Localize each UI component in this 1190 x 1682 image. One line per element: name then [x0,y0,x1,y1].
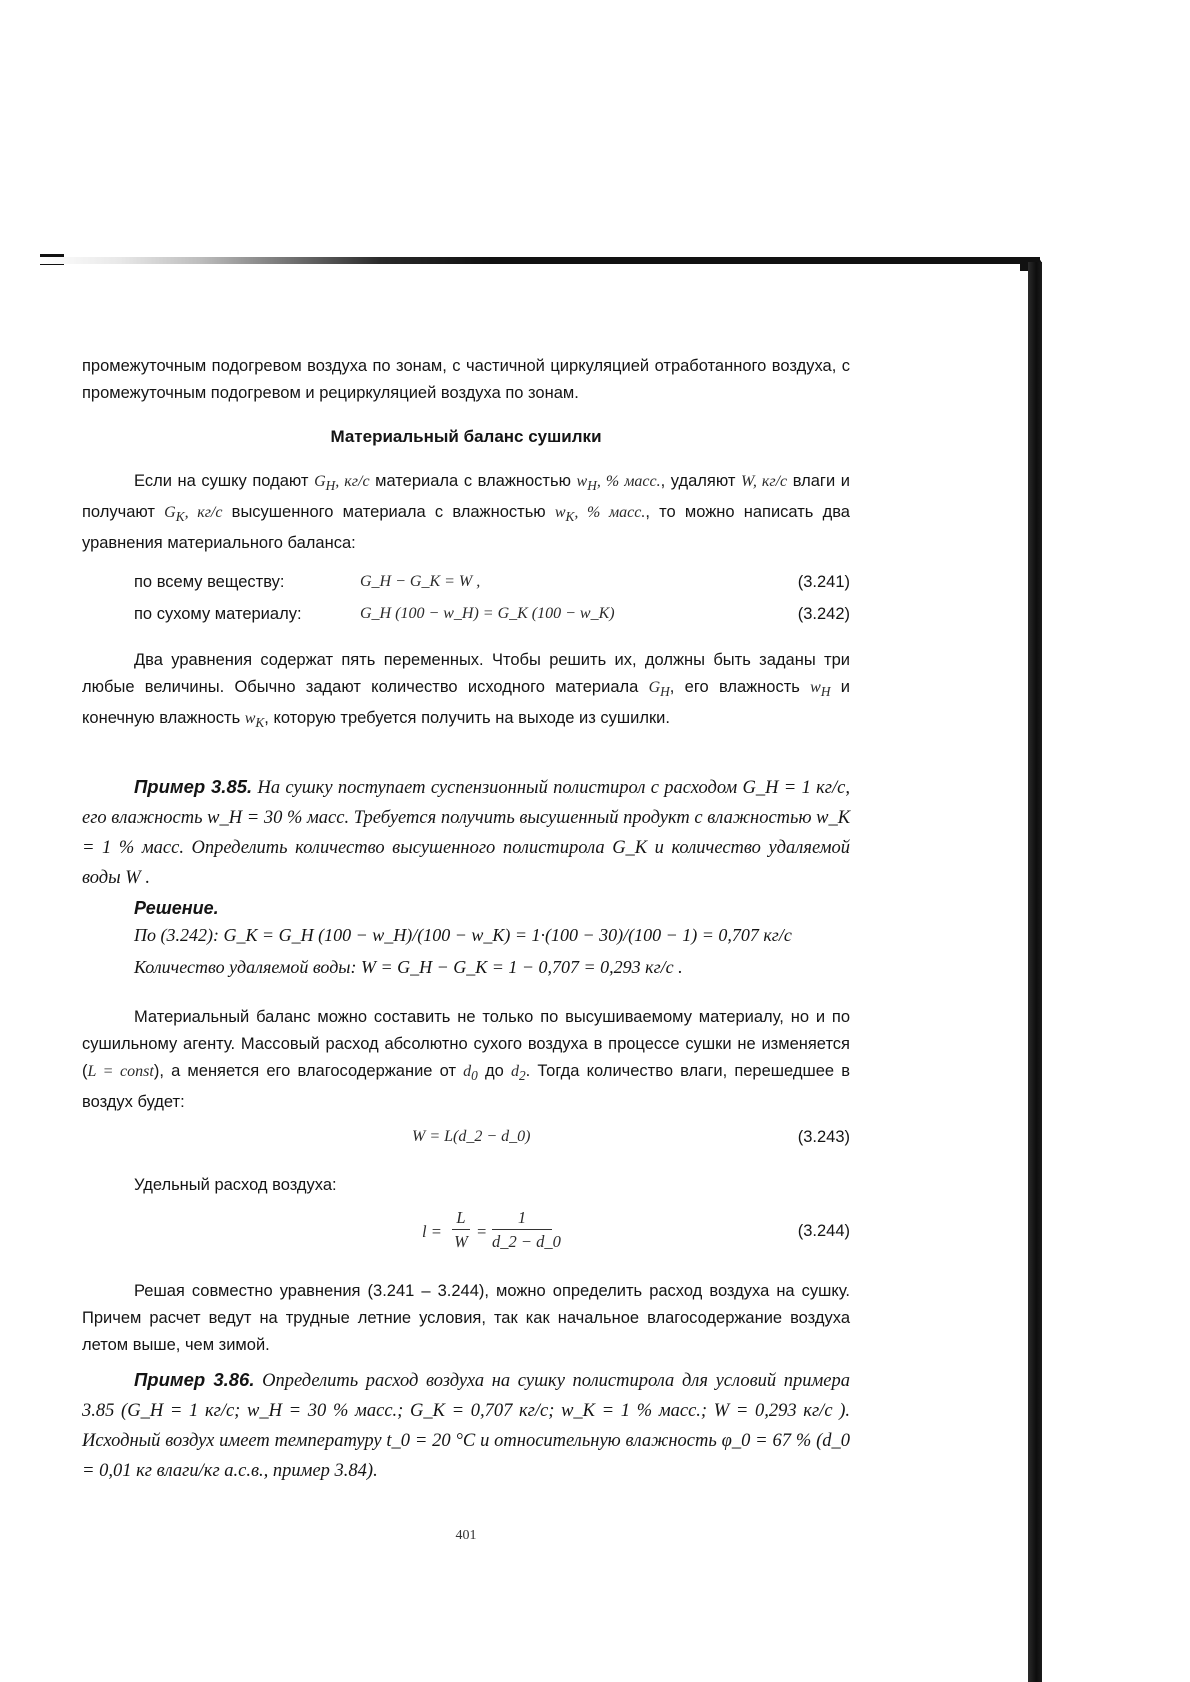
paragraph-solving: Решая совместно уравнения (3.241 – 3.244), можно определить расход воздуха на сушку. Причем расчет ведут на трудные летние условия, так как начальное влагосодержание воздуха летом выше, чем зимой. [82,1282,850,1354]
equation-3-243: W = L(d_2 − d_0) (3.243) [412,1128,850,1146]
scan-right-edge [1028,262,1042,1682]
section-heading: Материальный баланс сушилки [330,427,602,446]
solution-heading: Решение. [134,898,219,918]
solution-line-2: Количество удаляемой воды: W = G_Н − G_К = 1 − 0,707 = 0,293 кг/с . [134,957,683,977]
example-3-86: Пример 3.86. Определить расход воздуха на сушку полистирола для условий примера 3.85 (G_Н = 1 кг/с; w_Н = 30 % масс.; G_К = 0,707 кг/с; w_К = 1 % масс.; W = 0,293 кг/с ). Исходный воздух имеет температуру t_0 = 20 °C и относительную влажность φ_0 = 67 % (d_0 = 0,01 кг влаги/кг а.с.в., пример 3.84). [82,1369,850,1481]
solution-line-1: По (3.242): G_К = G_Н (100 − w_Н)/(100 − w_К) = 1·(100 − 30)/(100 − 1) = 0,707 кг/с [134,925,792,945]
paragraph-air-balance: Материальный баланс можно составить не только по высушиваемому материалу, но и по сушильному агенту. Массовый расход абсолютно сухого воздуха в процессе сушки не изменяется (L = const), а меняется его влагосодержание от $d_0$ до $d_2$. Тогда количество влаги, перешедшее в воздух будет: [82,1008,850,1112]
document-page: промежуточным подогревом воздуха по зонам, с частичной циркуляцией отработанного воздуха, с промежуточным подогревом и рециркуляцией воздуха по зонам. Материальный баланс сушилки Если на сушку подают $G_Н$, кг/с материала с влажностью $w_Н$, % масс., удаляют W, кг/с влаги и получают $G_К$, кг/с высушенного материала с влажностью $w_К$, % масс., то можно написать два уравнения материального баланса: по всему веществу: G_Н − G_К = W , (3.241) по сухому материалу: G_Н (100 − w_Н) = G_К (100 − w_К) (3.242) Два уравнения содержат пять переменных. Чтобы решить их, должны быть заданы три любые величины. Обычно задают количество исходного материала $G_Н$, его влажность $w_Н$ и конечную влажность $w_К$, которую требуется получить на выходе из сушилки. Пример 3.85. На сушку поступает суспензионный полистирол с расходом G_Н = 1 кг/с, его влажность w_Н = 30 % масс. Требуется получить высушенный продукт с влажностью w_К = 1 % масс. Определить количество высушенного полистирола G_К и количество удаляемой воды W . Решение. По (3.242): G_К = G_Н (100 − w_Н)/(100 − w_К) = 1·(100 − 30)/(100 − 1) = 0,707 кг/с Количество удаляемой воды: W = G_Н − G_К = 1 − 0,707 = 0,293 кг/с . Материальный баланс можно составить не только по высушиваемому материалу, но и по сушильному агенту. Массовый расход абсолютно сухого воздуха в процессе сушки не изменяется (L = const), а меняется его влагосодержание от $d_0$ до $d_2$. Тогда количество влаги, перешедшее в воздух будет: W = L(d_2 − d_0) (3.243) Удельный расход воздуха: l = L W = 1 d_2 − d_0 (3.244) Решая совместно уравнения (3.241 – 3.244), можно определить расход воздуха на сушку. Причем расчет ведут на трудные летние условия, так как начальное влагосодержание воздуха летом выше, чем зимой. Пример 3.86. Определить расход воздуха на сушку полистирола для условий примера 3.85 (G_Н = 1 кг/с; w_Н = 30 % масс.; G_К = 0,707 кг/с; w_К = 1 % масс.; W = 0,293 кг/с ). Исходный воздух имеет температуру t_0 = 20 °C и относительную влажность φ_0 = 67 % (d_0 = 0,01 кг влаги/кг а.с.в., пример 3.84). 401 [82,0,850,1682]
example-3-85: Пример 3.85. На сушку поступает суспензионный полистирол с расходом G_Н = 1 кг/с, его влажность w_Н = 30 % масс. Требуется получить высушенный продукт с влажностью w_К = 1 % масс. Определить количество высушенного полистирола G_К и количество удаляемой воды W . [82,776,851,888]
page-number: 401 [455,1528,477,1543]
paragraph-specific-air: Удельный расход воздуха: [134,1176,337,1194]
equation-3-242: по сухому материалу: G_Н (100 − w_Н) = G_К (100 − w_К) (3.242) [134,605,850,623]
paragraph-variables: Два уравнения содержат пять переменных. Чтобы решить их, должны быть заданы три любые величины. Обычно задают количество исходного материала $G_Н$, его влажность $w_Н$ и конечную влажность $w_К$, которую требуется получить на выходе из сушилки. [82,651,850,731]
intro-paragraph: промежуточным подогревом воздуха по зонам, с частичной циркуляцией отработанного воздуха, с промежуточным подогревом и рециркуляцией воздуха по зонам. [82,357,850,402]
paragraph-balance-intro: Если на сушку подают $G_Н$, кг/с материала с влажностью $w_Н$, % масс., удаляют W, кг/с влаги и получают $G_К$, кг/с высушенного материала с влажностью $w_К$, % масс., то можно написать два уравнения материального баланса: [82,472,850,553]
equation-3-241: по всему веществу: G_Н − G_К = W , (3.241) [134,573,850,591]
equation-3-244: (3.244) [797,1222,850,1240]
